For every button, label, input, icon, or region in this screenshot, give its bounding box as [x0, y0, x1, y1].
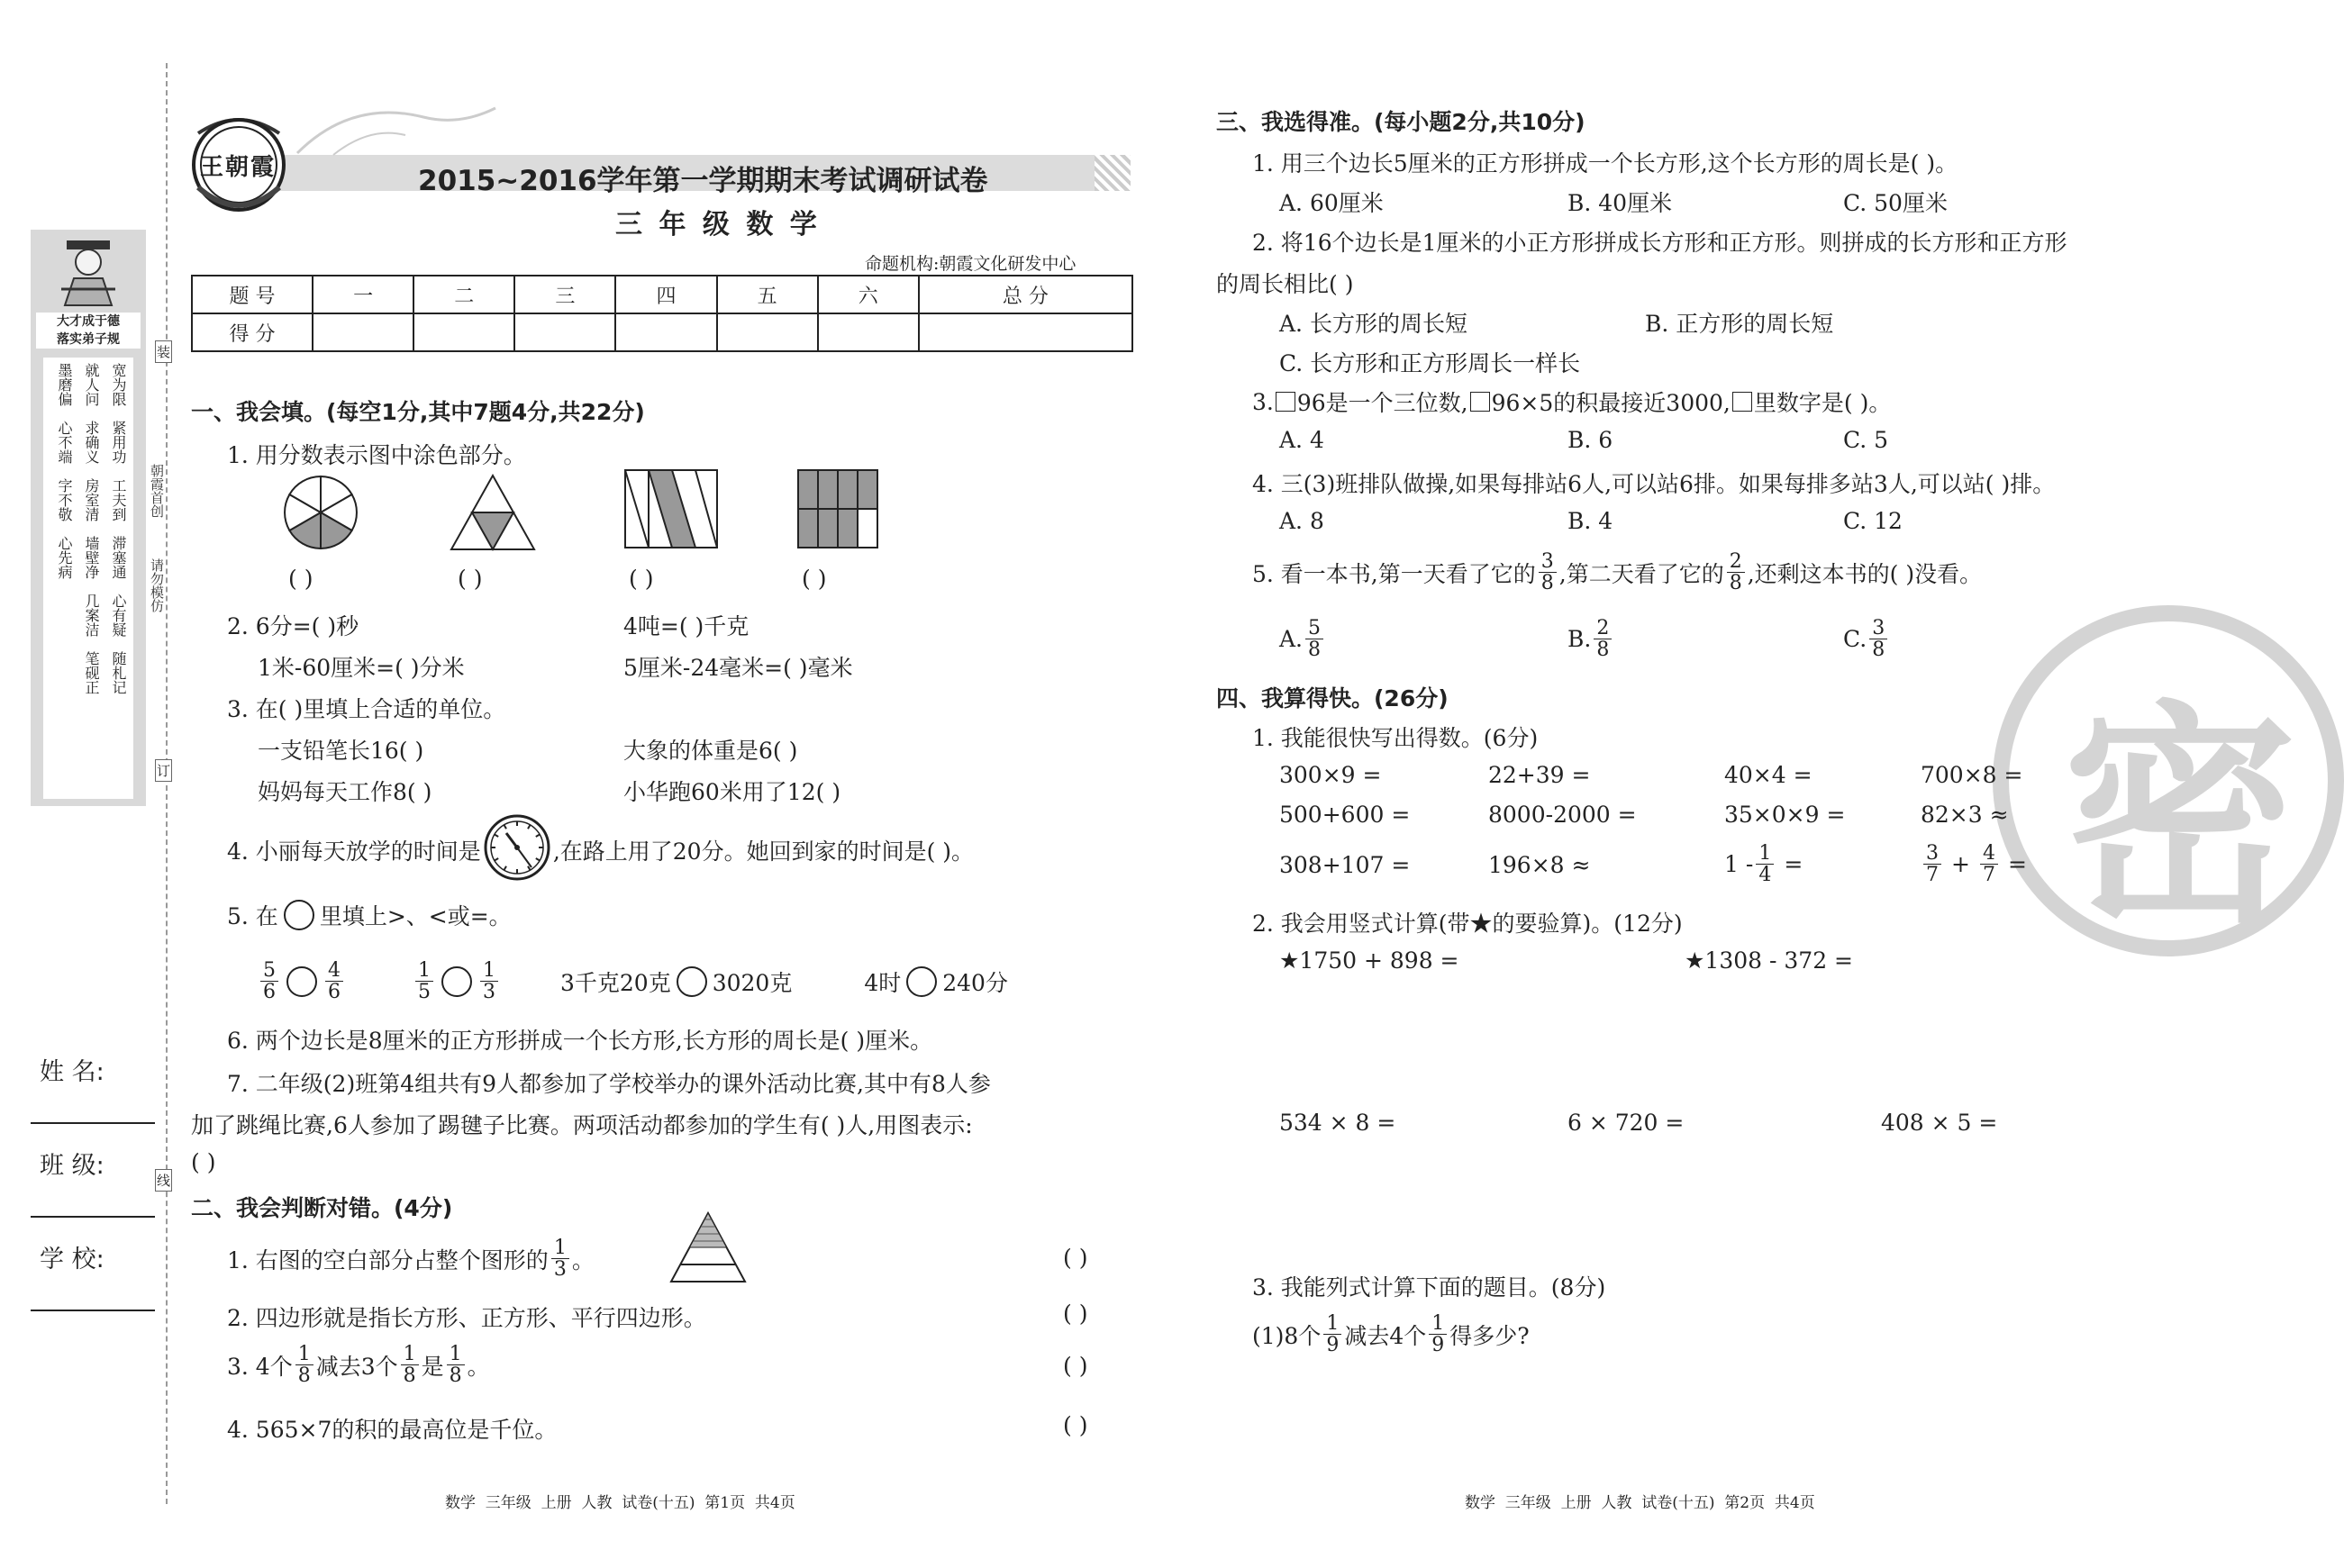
motto-col-1: 宽为限 — [110, 363, 127, 406]
exam-subject: 三 年 级 数 学 — [615, 209, 821, 240]
s1-q4 — [227, 813, 974, 887]
fraction: $\frac{4}{7}$ — [1980, 843, 1998, 885]
motto-col-5: 心有疑 — [110, 594, 127, 637]
s4-q2-item-5: 408 × 5 = — [1881, 1110, 1998, 1136]
motto-col-14: 心不端 — [56, 421, 73, 464]
s4-row3-c — [1724, 843, 1803, 885]
s4-q2: 2. 我会用竖式计算(带★的要验算)。(12分) — [1252, 911, 1683, 937]
score-row-label: 得 分 — [192, 313, 313, 351]
s3-q2-opt-c[interactable]: C. 长方形和正方形周长一样长 — [1279, 350, 1581, 376]
s4-row3-c-lead: 1 - — [1724, 851, 1754, 878]
motto-col-12: 笔砚正 — [83, 651, 100, 694]
s4-q2-item-2: ★1308 - 372 = — [1685, 947, 1853, 974]
s2-q3-b: 减去3个 — [315, 1353, 398, 1380]
score-header-0: 题 号 — [192, 276, 313, 313]
motto-col-11: 几案洁 — [83, 594, 100, 637]
s1-q5-row — [258, 960, 1008, 1002]
fraction: $\frac{4}{6}$ — [325, 960, 343, 1002]
option-label: A. — [1279, 626, 1304, 653]
s1-q4-text-after: ,在路上用了20分。她回到家的时间是( )。 — [552, 838, 975, 865]
s1-q2d: 5厘米-24毫米=( )毫米 — [623, 655, 853, 681]
fraction: $\frac{5}{8}$ — [1305, 618, 1323, 660]
watermark-char: 密 — [2063, 683, 2297, 955]
s1-q7-line1: 7. 二年级(2)班第4组共有9人都参加了学校举办的课外活动比赛,其中有8人参 — [227, 1071, 991, 1097]
s4-row2-a: 500+600 = — [1279, 802, 1411, 828]
s4-q2-item-1: ★1750 + 898 = — [1279, 947, 1459, 974]
s2-q4: 4. 565×7的积的最高位是千位。 — [227, 1417, 558, 1443]
s2-q3-blank[interactable]: ( ) — [1063, 1353, 1088, 1379]
s4-row3-b: 196×8 ≈ — [1488, 852, 1591, 878]
compare-circle-2[interactable] — [441, 966, 472, 997]
s3-q2-line2: 的周长相比( ) — [1216, 271, 1354, 297]
school-label: 学 校: — [40, 1246, 104, 1273]
motto-col-2: 紧用功 — [110, 421, 127, 464]
s1-q2c: 1米-60厘米=( )分米 — [258, 655, 465, 681]
binding-mark-3: 线 — [155, 1169, 172, 1192]
binding-dashed-line — [166, 63, 168, 1504]
grid-figure — [796, 468, 879, 553]
s1-q5-c-right: 3020克 — [712, 969, 793, 996]
s3-q3-d: 里数字是( )。 — [1753, 390, 1892, 416]
s4-q2-item-3: 534 × 8 = — [1279, 1110, 1396, 1136]
section1-title: 一、我会填。(每空1分,其中7题4分,共22分) — [191, 399, 645, 425]
name-field[interactable] — [31, 1122, 155, 1124]
s2-q3-a: 3. 4个 — [227, 1353, 293, 1380]
score-header-6: 六 — [818, 276, 919, 313]
s1-q2a: 2. 6分=( )秒 — [227, 613, 359, 639]
exam-org: 命题机构:朝霞文化研发中心 — [865, 254, 1077, 274]
section4-title: 四、我算得快。(26分) — [1216, 685, 1449, 711]
s1-q3: 3. 在( )里填上合适的单位。 — [227, 696, 506, 722]
s1-q1-blank-3[interactable]: ( ) — [629, 566, 654, 592]
motto-col-16: 心先病 — [56, 536, 73, 579]
s4-q2-item-4: 6 × 720 = — [1567, 1110, 1685, 1136]
name-label: 姓 名: — [40, 1058, 104, 1086]
s1-q5-text: 5. 在 — [227, 903, 278, 929]
s4-row1-b: 22+39 = — [1488, 762, 1591, 788]
s2-q2: 2. 四边形就是指长方形、正方形、平行四边形。 — [227, 1305, 706, 1331]
fraction: $\frac{2}{8}$ — [1594, 618, 1612, 660]
s4-row2-c: 35×0×9 = — [1724, 802, 1846, 828]
s4-row3-a: 308+107 = — [1279, 852, 1411, 878]
s2-q3-c: 是 — [421, 1353, 444, 1380]
section2-title: 二、我会判断对错。(4分) — [191, 1195, 453, 1221]
sidebar-panel — [31, 230, 146, 806]
fraction: $\frac{1}{5}$ — [415, 960, 433, 1002]
s2-q2-blank[interactable]: ( ) — [1063, 1301, 1088, 1327]
motto-col-3: 工夫到 — [110, 478, 127, 521]
fraction: $\frac{1}{3}$ — [551, 1237, 569, 1280]
s2-q1 — [227, 1237, 595, 1280]
s3-q3-opt-b[interactable]: B. 6 — [1567, 427, 1613, 453]
s3-q3-opt-c[interactable]: C. 5 — [1843, 427, 1889, 453]
s2-q3 — [227, 1344, 490, 1386]
triangle-figure — [449, 473, 537, 556]
s1-q2b: 4吨=( )千克 — [623, 613, 750, 639]
fraction: $\frac{1}{4}$ — [1756, 843, 1774, 885]
s4-row1-d: 700×8 = — [1921, 762, 2023, 788]
score-cell-1[interactable] — [313, 313, 413, 351]
s1-q5-text-after: 里填上>、<或=。 — [319, 903, 512, 929]
s4-row1-c: 40×4 = — [1724, 762, 1813, 788]
motto-col-9: 房室清 — [83, 478, 100, 521]
s4-q1: 1. 我能很快写出得数。(6分) — [1252, 725, 1539, 751]
s4-q3-1-c: 得多少? — [1449, 1322, 1530, 1349]
s3-q5-c: ,还剩这本书的( )没看。 — [1747, 560, 1983, 587]
fraction: $\frac{1}{9}$ — [1323, 1313, 1341, 1355]
s2-q1-end: 。 — [571, 1246, 595, 1273]
s3-q1-opt-c[interactable]: C. 50厘米 — [1843, 190, 1948, 216]
score-header-3: 三 — [514, 276, 615, 313]
s2-q3-d: 。 — [467, 1353, 490, 1380]
ribbon-decoration — [297, 99, 495, 166]
s4-row2-b: 8000-2000 = — [1488, 802, 1637, 828]
binding-mark-1: 装 — [155, 340, 172, 363]
motto-box — [36, 313, 141, 349]
parallelogram-figure — [623, 468, 719, 553]
binding-mark-2: 订 — [155, 759, 172, 782]
compare-circle-4[interactable] — [906, 966, 937, 997]
fraction: $\frac{3}{7}$ — [1923, 843, 1941, 885]
vertical-mark-1: 朝霞首创 — [149, 464, 165, 518]
score-cell-total[interactable] — [919, 313, 1132, 351]
score-header-1: 一 — [313, 276, 413, 313]
motto-col-10: 墙壁净 — [83, 536, 100, 579]
s3-q1-opt-b[interactable]: B. 40厘米 — [1567, 190, 1673, 216]
clock-icon — [483, 813, 551, 887]
s2-q1-text: 1. 右图的空白部分占整个图形的 — [227, 1246, 549, 1273]
s4-row3-d — [1921, 843, 2027, 885]
vertical-mark-2: 请勿模仿 — [149, 558, 165, 612]
s3-q5-b: ,第二天看了它的 — [1558, 560, 1724, 587]
s1-q1-blank-4[interactable]: ( ) — [802, 566, 827, 592]
s1-q3a: 一支铅笔长16( ) — [258, 738, 424, 764]
s3-q1: 1. 用三个边长5厘米的正方形拼成一个长方形,这个长方形的周长是( )。 — [1252, 150, 1958, 177]
s3-q5-opt-b[interactable] — [1567, 618, 1614, 660]
s3-q3 — [1252, 385, 1891, 418]
s3-q2-opt-a[interactable]: A. 长方形的周长短 — [1279, 311, 1467, 337]
score-header-4: 四 — [615, 276, 716, 313]
option-label: B. — [1567, 626, 1592, 653]
score-table — [191, 275, 1133, 352]
s1-q1-blank-1[interactable]: ( ) — [288, 566, 313, 592]
s2-q4-blank[interactable]: ( ) — [1063, 1412, 1088, 1438]
school-field[interactable] — [31, 1310, 155, 1311]
score-cell-3[interactable] — [514, 313, 615, 351]
s1-q5-d-right: 240分 — [942, 969, 1008, 996]
compare-circle-1[interactable] — [286, 966, 317, 997]
s4-q3-1 — [1252, 1313, 1530, 1355]
s2-q1-blank[interactable]: ( ) — [1063, 1245, 1088, 1271]
score-header-2: 二 — [413, 276, 514, 313]
logo-text: 王朝霞 — [200, 154, 277, 181]
section3-title: 三、我选得准。(每小题2分,共10分) — [1216, 109, 1585, 135]
fraction: $\frac{3}{8}$ — [1539, 551, 1557, 594]
motto-columns — [43, 358, 133, 799]
fraction: $\frac{5}{6}$ — [260, 960, 278, 1002]
s1-q7-line3[interactable]: ( ) — [191, 1149, 216, 1175]
s3-q5-a: 5. 看一本书,第一天看了它的 — [1252, 560, 1536, 587]
s4-row1-a: 300×9 = — [1279, 762, 1382, 788]
motto-line-1: 大才成于德 — [57, 314, 120, 329]
s1-q7-line2: 加了跳绳比赛,6人参加了踢毽子比赛。两项活动都参加的学生有( )人,用图表示: — [191, 1112, 973, 1138]
s1-q1: 1. 用分数表示图中涂色部分。 — [227, 442, 526, 468]
fraction: $\frac{2}{8}$ — [1727, 551, 1745, 594]
s4-row3-c-eq: = — [1784, 851, 1803, 878]
s4-row3-d-eq: = — [2007, 851, 2027, 878]
exam-title: 2015~2016学年第一学期期末考试调研试卷 — [418, 165, 988, 197]
fraction: $\frac{1}{8}$ — [447, 1344, 465, 1386]
fraction: $\frac{1}{3}$ — [480, 960, 498, 1002]
motto-col-7: 就人问 — [83, 363, 100, 406]
s1-q3b: 大象的体重是6( ) — [623, 738, 798, 764]
s3-q1-opt-a[interactable]: A. 60厘米 — [1279, 190, 1384, 216]
s1-q5-d-left: 4时 — [864, 969, 902, 996]
s1-q4-text-before: 4. 小丽每天放学的时间是 — [227, 838, 481, 865]
s3-q3-b: 96是一个三位数, — [1296, 390, 1468, 416]
s3-q3-a: 3. — [1252, 388, 1274, 415]
score-header-5: 五 — [717, 276, 818, 313]
score-cell-2[interactable] — [413, 313, 514, 351]
layered-triangle-figure — [668, 1210, 748, 1288]
s1-q6: 6. 两个边长是8厘米的正方形拼成一个长方形,长方形的周长是( )厘米。 — [227, 1028, 933, 1054]
motto-line-2: 落实弟子规 — [57, 332, 120, 347]
footer-right: 数学 三年级 上册 人教 试卷(十五) 第2页 共4页 — [1465, 1494, 1815, 1512]
s3-q4-opt-c[interactable]: C. 12 — [1843, 508, 1903, 534]
motto-col-4: 滞塞通 — [110, 536, 127, 579]
s4-row3-d-plus: + — [1951, 851, 1970, 878]
fraction: $\frac{1}{9}$ — [1429, 1313, 1447, 1355]
s3-q4-opt-a[interactable]: A. 8 — [1279, 508, 1324, 534]
s3-q3-opt-a[interactable]: A. 4 — [1279, 427, 1324, 453]
circle-figure — [283, 475, 359, 554]
s4-q3-1-b: 减去4个 — [1344, 1322, 1427, 1349]
s1-q3c: 妈妈每天工作8( ) — [258, 779, 432, 805]
motto-col-6: 随札记 — [110, 651, 127, 694]
option-label: C. — [1843, 626, 1867, 653]
s4-row2-d: 82×3 ≈ — [1921, 802, 2009, 828]
class-field[interactable] — [31, 1216, 155, 1218]
s3-q4: 4. 三(3)班排队做操,如果每排站6人,可以站6排。如果每排多站3人,可以站( )排。 — [1252, 471, 2056, 497]
compare-circle-3[interactable] — [677, 966, 707, 997]
compare-circle-icon — [284, 900, 314, 930]
fraction: $\frac{1}{8}$ — [401, 1344, 419, 1386]
score-cell-6[interactable] — [818, 313, 919, 351]
s1-q3d: 小华跑60米用了12( ) — [623, 779, 841, 805]
s3-q5-opt-a[interactable] — [1279, 618, 1326, 660]
s1-q5-c-left: 3千克20克 — [560, 969, 671, 996]
score-cell-4[interactable] — [615, 313, 716, 351]
motto-col-8: 求确义 — [83, 421, 100, 464]
footer-left: 数学 三年级 上册 人教 试卷(十五) 第1页 共4页 — [445, 1494, 795, 1512]
s3-q2-opt-b[interactable]: B. 正方形的周长短 — [1645, 311, 1834, 337]
fraction: $\frac{3}{8}$ — [1869, 618, 1887, 660]
s3-q2-line1: 2. 将16个边长是1厘米的小正方形拼成长方形和正方形。则拼成的长方形和正方形 — [1252, 230, 2067, 256]
banner-texture — [1095, 155, 1131, 191]
score-cell-5[interactable] — [717, 313, 818, 351]
blank-box-icon — [1276, 392, 1295, 412]
s4-q3-1-a: (1)8个 — [1252, 1322, 1322, 1349]
s3-q4-opt-b[interactable]: B. 4 — [1567, 508, 1613, 534]
s1-q5 — [227, 899, 512, 931]
blank-box-icon — [1470, 392, 1490, 412]
blank-box-icon — [1732, 392, 1752, 412]
s3-q3-c: 96×5的积最接近3000, — [1491, 390, 1731, 416]
s4-q3: 3. 我能列式计算下面的题目。(8分) — [1252, 1274, 1606, 1301]
fraction: $\frac{1}{8}$ — [295, 1344, 313, 1386]
s3-q5-opt-c[interactable] — [1843, 618, 1890, 660]
s3-q5 — [1252, 551, 1982, 594]
score-header-7: 总 分 — [919, 276, 1132, 313]
s1-q1-blank-2[interactable]: ( ) — [458, 566, 483, 592]
scholar-figure — [52, 235, 124, 311]
motto-col-13: 墨磨偏 — [56, 363, 73, 406]
class-label: 班 级: — [40, 1152, 104, 1180]
motto-col-15: 字不敬 — [56, 478, 73, 521]
